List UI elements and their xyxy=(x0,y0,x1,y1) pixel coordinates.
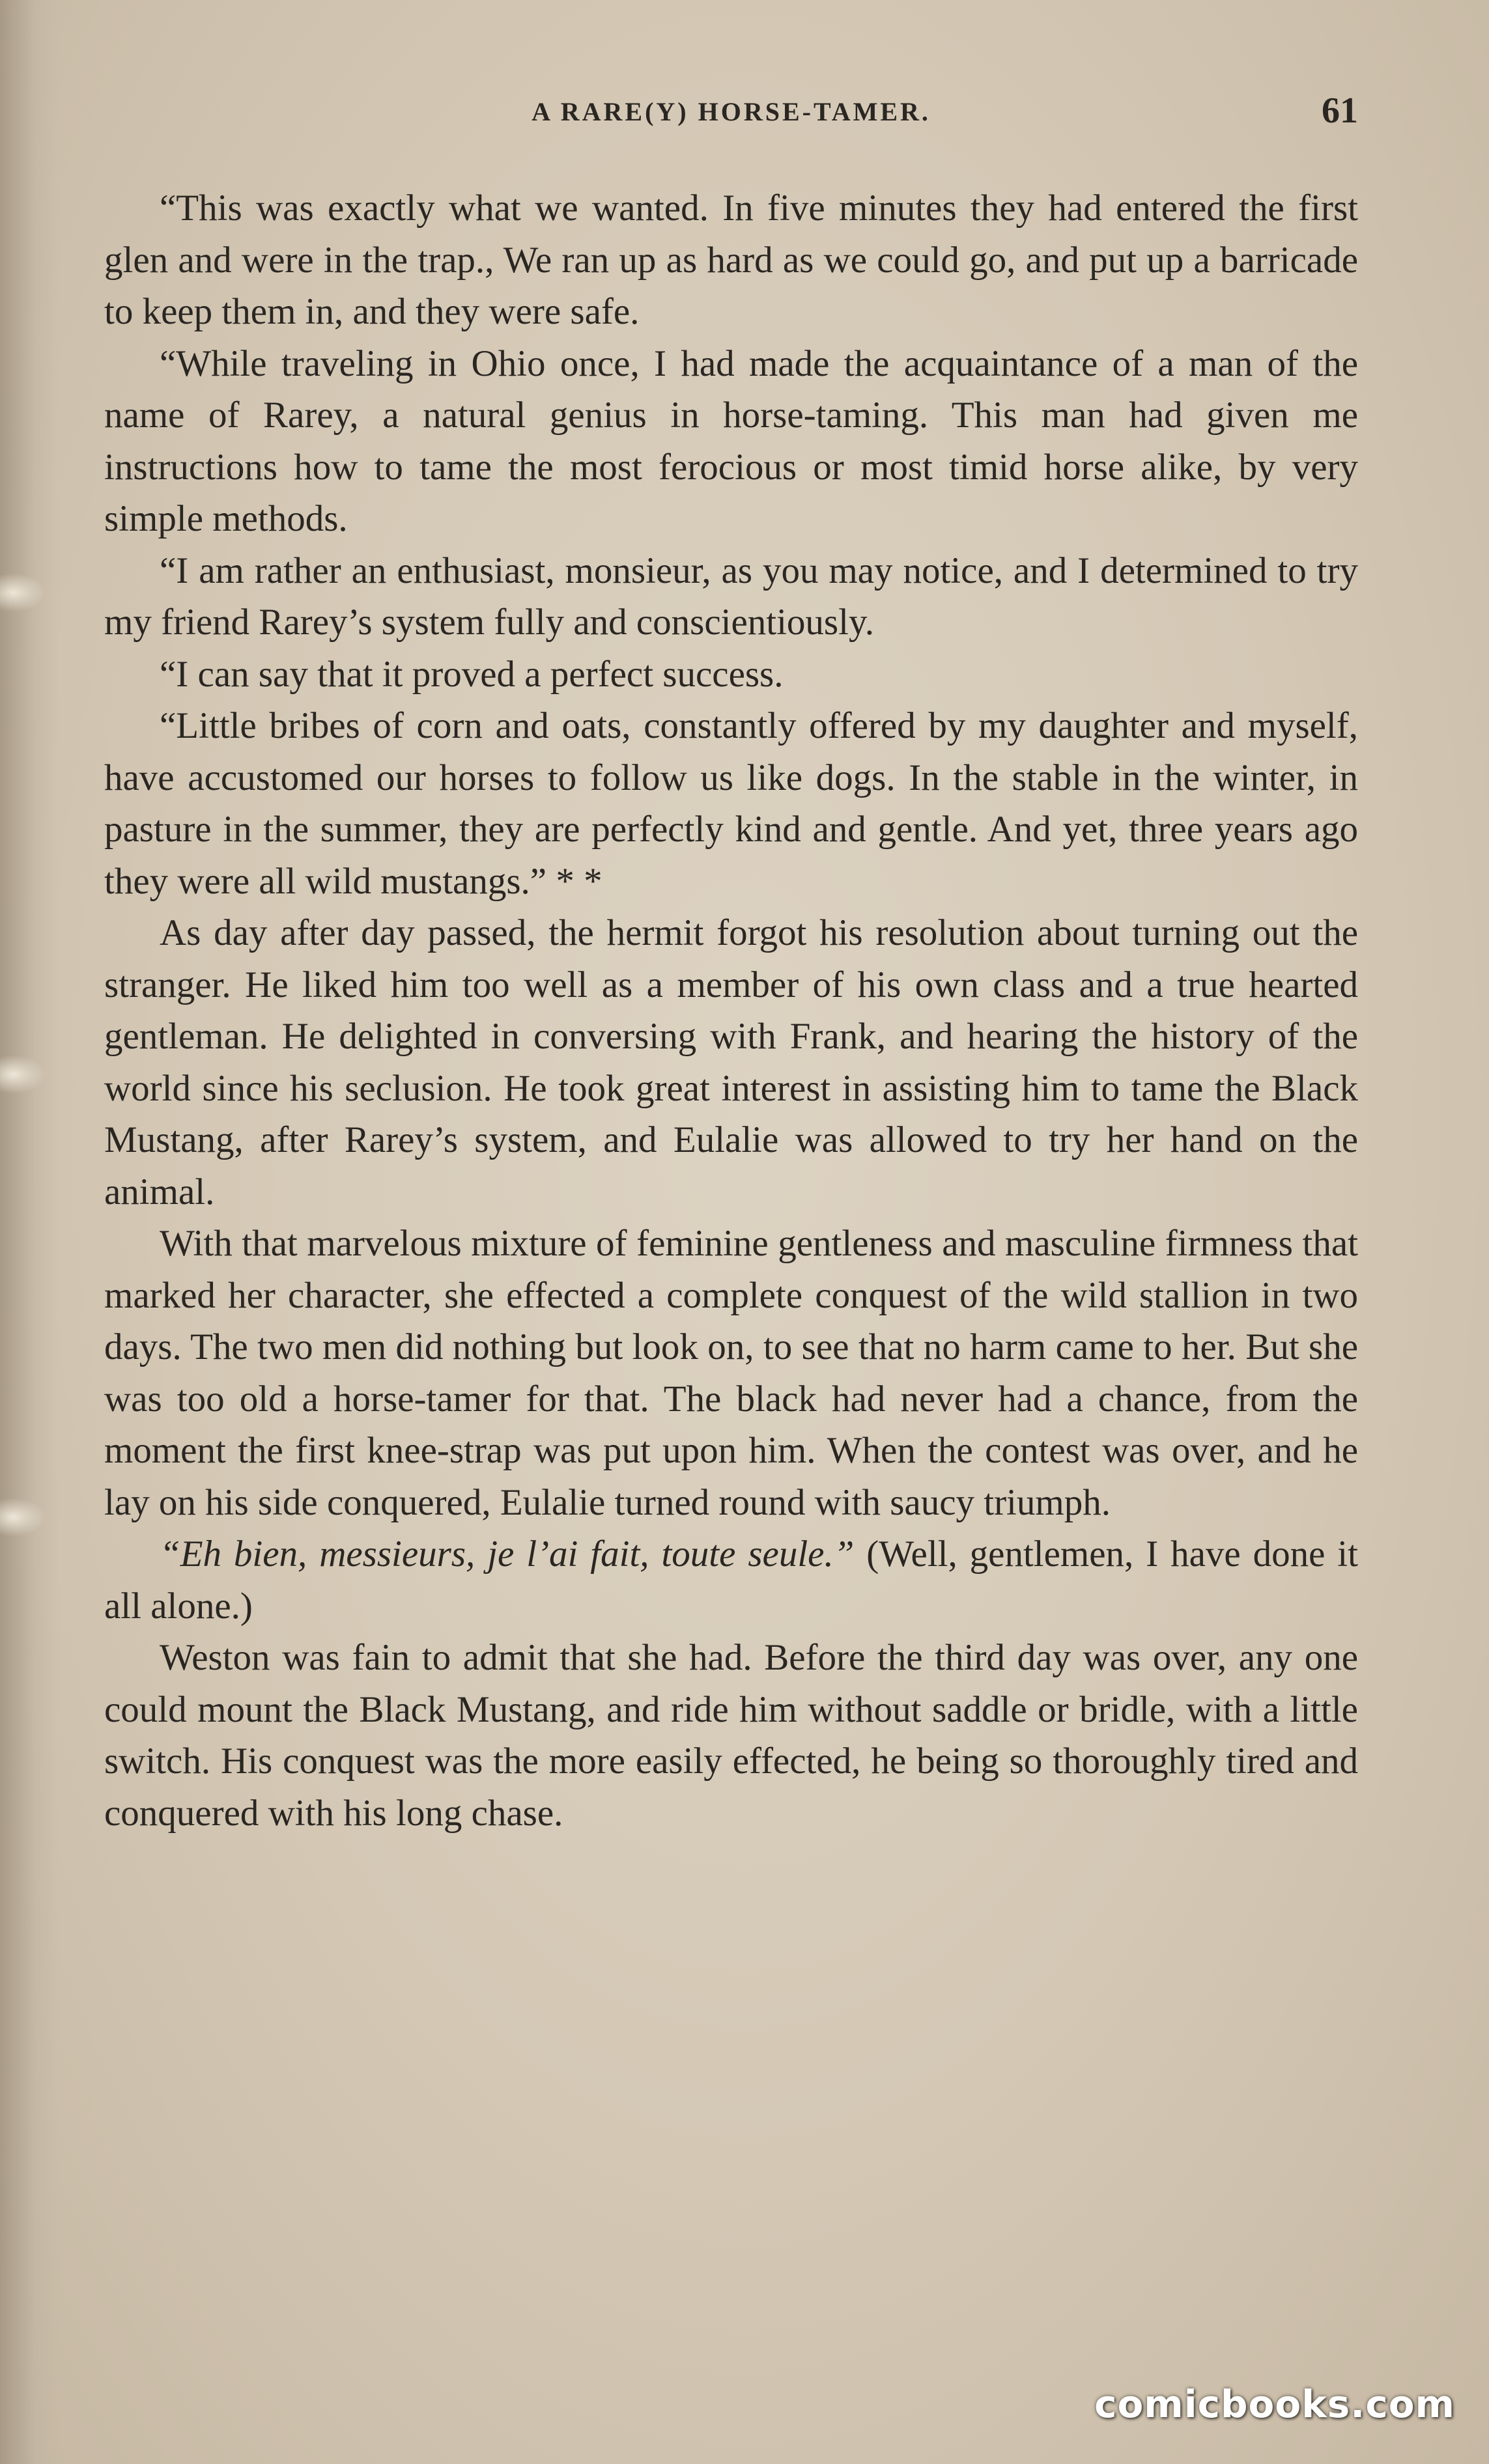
french-translation: (Well, gentlemen, I have done it all alone.) xyxy=(104,1533,1358,1627)
paragraph: “While traveling in Ohio once, I had made the acquaintance of a man of the name of Rarey, a natural genius in horse-taming. This man had given me instructions how to tame the most ferocious or most timid horse alike, by very simple methods. xyxy=(104,343,1358,539)
paragraph: As day after day passed, the hermit forgot his resolution about turning out the stranger. He liked him too well as a member of his own class and a true hearted gentleman. He delighted in conversing with Frank, and hearing the history of the world since his seclusion. He took great interest in assisting him to tame the Black Mustang, after Rarey’s system, and Eulalie was allowed to try her hand on the animal. xyxy=(104,912,1358,1212)
paper-damage-mark xyxy=(0,1055,46,1094)
paragraph: With that marvelous mixture of feminine gentleness and masculine firmness that marked her character, she effected a complete conquest of the wild stallion in two days. The two men did nothing but look on, to see that no harm came to her. But she was too old a horse-tamer for that. The black had never had a chance, from the moment the first knee-strap was put upon him. When the contest was over, and he lay on his side conquered, Eulalie turned round with saucy triumph. xyxy=(104,1223,1358,1523)
french-quote: “Eh bien, messieurs, je l’ai fait, toute seule.” xyxy=(160,1533,855,1575)
french-quote-paragraph xyxy=(104,1528,1358,1632)
running-head: A RARE(Y) HORSE-TAMER. xyxy=(532,97,931,126)
body-text xyxy=(104,182,1358,1839)
page-header xyxy=(104,90,1358,135)
paper-damage-mark xyxy=(0,1498,46,1537)
watermark: comicbooks.com xyxy=(1094,2382,1455,2426)
paper-damage-mark xyxy=(0,573,46,612)
paragraph: “This was exactly what we wanted. In five minutes they had entered the first glen and were in the trap., We ran up as hard as we could go, and put up a barricade to keep them in, and they were safe. xyxy=(104,188,1358,332)
paragraph: “I can say that it proved a perfect success. xyxy=(160,653,784,695)
paragraph: “Little bribes of corn and oats, constantly offered by my daughter and myself, have accustomed our horses to follow us like dogs. In the stable in the winter, in pasture in the summer, they are perfectly kind and gentle. And yet, three years ago they were all wild mustangs.” * * xyxy=(104,705,1358,902)
paragraph: “I am rather an enthusiast, monsieur, as you may notice, and I determined to try my friend Rarey’s system fully and conscientiously. xyxy=(104,550,1358,643)
paragraph: Weston was fain to admit that she had. Before the third day was over, any one could mount the Black Mustang, and ride him without saddle or bridle, with a little switch. His conquest was the more easily effected, he being so thoroughly tired and conquered with his long chase. xyxy=(104,1637,1358,1834)
page-edge-shadow xyxy=(0,0,59,2464)
page-number: 61 xyxy=(1322,91,1358,131)
